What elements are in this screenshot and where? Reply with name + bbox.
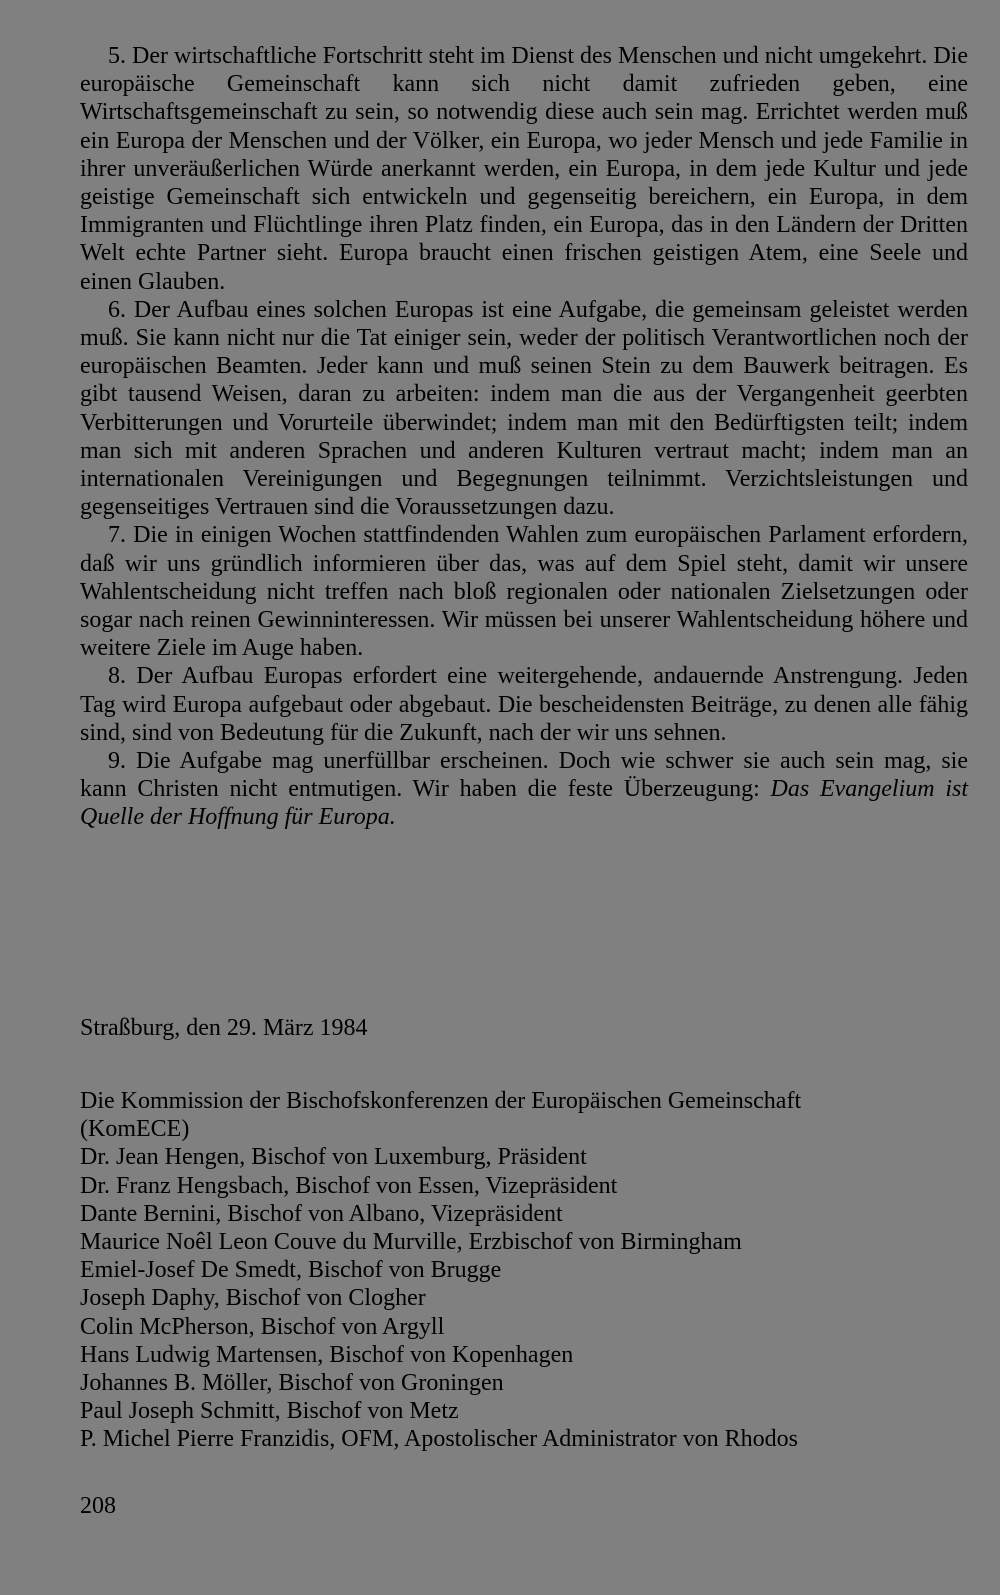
signatory-line: Dante Bernini, Bischof von Albano, Vizepräsident <box>80 1200 563 1227</box>
signatory-line: Colin McPherson, Bischof von Argyll <box>80 1313 445 1340</box>
document-body <box>80 42 968 832</box>
signatory-line: (KomECE) <box>80 1116 190 1143</box>
paragraph-text: Der wirtschaftliche Fortschritt steht im Dienst des Menschen und nicht umgekehrt. Die europäische Gemeinschaft kann sich nicht damit zufrieden geben, eine Wirtschaftsgemeinschaft zu sein, so notwendig diese auch sein mag. Errichtet werden muß ein Europa der Menschen und der Völker, ein Europa, wo jeder Mensch und jede Familie in ihrer unveräußerlichen Würde anerkannt werden, ein Europa, in dem jede Kultur und jede geistige Gemeinschaft sich entwickeln und gegenseitig bereichern, ein Europa, in dem Immigranten und Flüchtlinge ihren Platz finden, ein Europa, das in den Ländern der Dritten Welt echte Partner sieht. Europa braucht einen frischen geistigen Atem, eine Seele und einen Glauben. <box>80 43 968 295</box>
page-number: 208 <box>80 1493 116 1519</box>
paragraph-number: 8. <box>108 663 126 690</box>
signatory-list <box>80 1087 968 1454</box>
paragraph-number: 5. <box>108 43 126 69</box>
paragraph-6 <box>80 296 968 522</box>
signatory-line: Joseph Daphy, Bischof von Clogher <box>80 1285 426 1312</box>
paragraph-9 <box>80 747 968 832</box>
signatory-line: P. Michel Pierre Franzidis, OFM, Apostolischer Administrator von Rhodos <box>80 1426 798 1453</box>
paragraph-text: Der Aufbau Europas erfordert eine weitergehende, andauernde Anstrengung. Jeden Tag wird Europa aufgebaut oder abgebaut. Die bescheidensten Beiträge, zu denen alle fähig sind, sind von Bedeutung für die Zukunft, nach der wir uns sehnen. <box>80 663 969 746</box>
paragraph-5 <box>80 42 968 296</box>
paragraph-text: Der Aufbau eines solchen Europas ist eine Aufgabe, die gemeinsam geleistet werden muß. Sie kann nicht nur die Tat einiger sein, weder der politisch Verantwortlichen noch der europäischen Beamten. Jeder kann und muß seinen Stein zu dem Bauwerk beitragen. Es gibt tausend Weisen, daran zu arbeiten: indem man die aus der Vergangenheit geerbten Verbitterungen und Vorurteile überwindet; indem man mit den Bedürftigsten teilt; indem man sich mit anderen Sprachen und anderen Kulturen vertraut macht; indem man an internationalen Vereinigungen und Begegnungen teilnimmt. Verzichtsleistungen und gegenseitiges Vertrauen sind die Voraussetzungen dazu. <box>80 296 969 521</box>
signatory-line: Die Kommission der Bischofskonferenzen der Europäischen Gemeinschaft <box>80 1088 802 1114</box>
paragraph-8 <box>80 662 968 747</box>
signatory-line: Dr. Franz Hengsbach, Bischof von Essen, Vizepräsident <box>80 1172 618 1199</box>
paragraph-number: 9. <box>108 748 126 775</box>
signatory-line: Maurice Noêl Leon Couve du Murville, Erzbischof von Birmingham <box>80 1229 742 1256</box>
paragraph-7 <box>80 521 968 662</box>
signatory-line: Emiel-Josef De Smedt, Bischof von Brugge <box>80 1257 502 1284</box>
emphasized-statement: Das Evangelium ist Quelle der Hoffnung für Europa. <box>80 776 969 831</box>
paragraph-number: 6. <box>108 296 126 323</box>
paragraph-text: Die Aufgabe mag unerfüllbar erscheinen. Doch wie schwer sie auch sein mag, sie kann Christen nicht entmutigen. Wir haben die feste Überzeugung: <box>80 748 969 803</box>
paragraph-text: Die in einigen Wochen stattfindenden Wahlen zum europäischen Parlament erfordern, daß wir uns gründlich informieren über das, was auf dem Spiel steht, damit wir unsere Wahlentscheidung nicht treffen nach bloß regionalen oder nationalen Zielsetzungen oder sogar nach reinen Gewinninteressen. Wir müssen bei unserer Wahlentscheidung höhere und weitere Ziele im Auge haben. <box>80 522 969 662</box>
paragraph-number: 7. <box>108 522 126 549</box>
signatory-line: Dr. Jean Hengen, Bischof von Luxemburg, Präsident <box>80 1144 587 1171</box>
signatory-line: Hans Ludwig Martensen, Bischof von Kopenhagen <box>80 1341 574 1368</box>
date-line: Straßburg, den 29. März 1984 <box>80 1015 368 1041</box>
signatory-line: Johannes B. Möller, Bischof von Groningen <box>80 1370 504 1397</box>
signatory-line: Paul Joseph Schmitt, Bischof von Metz <box>80 1398 459 1425</box>
